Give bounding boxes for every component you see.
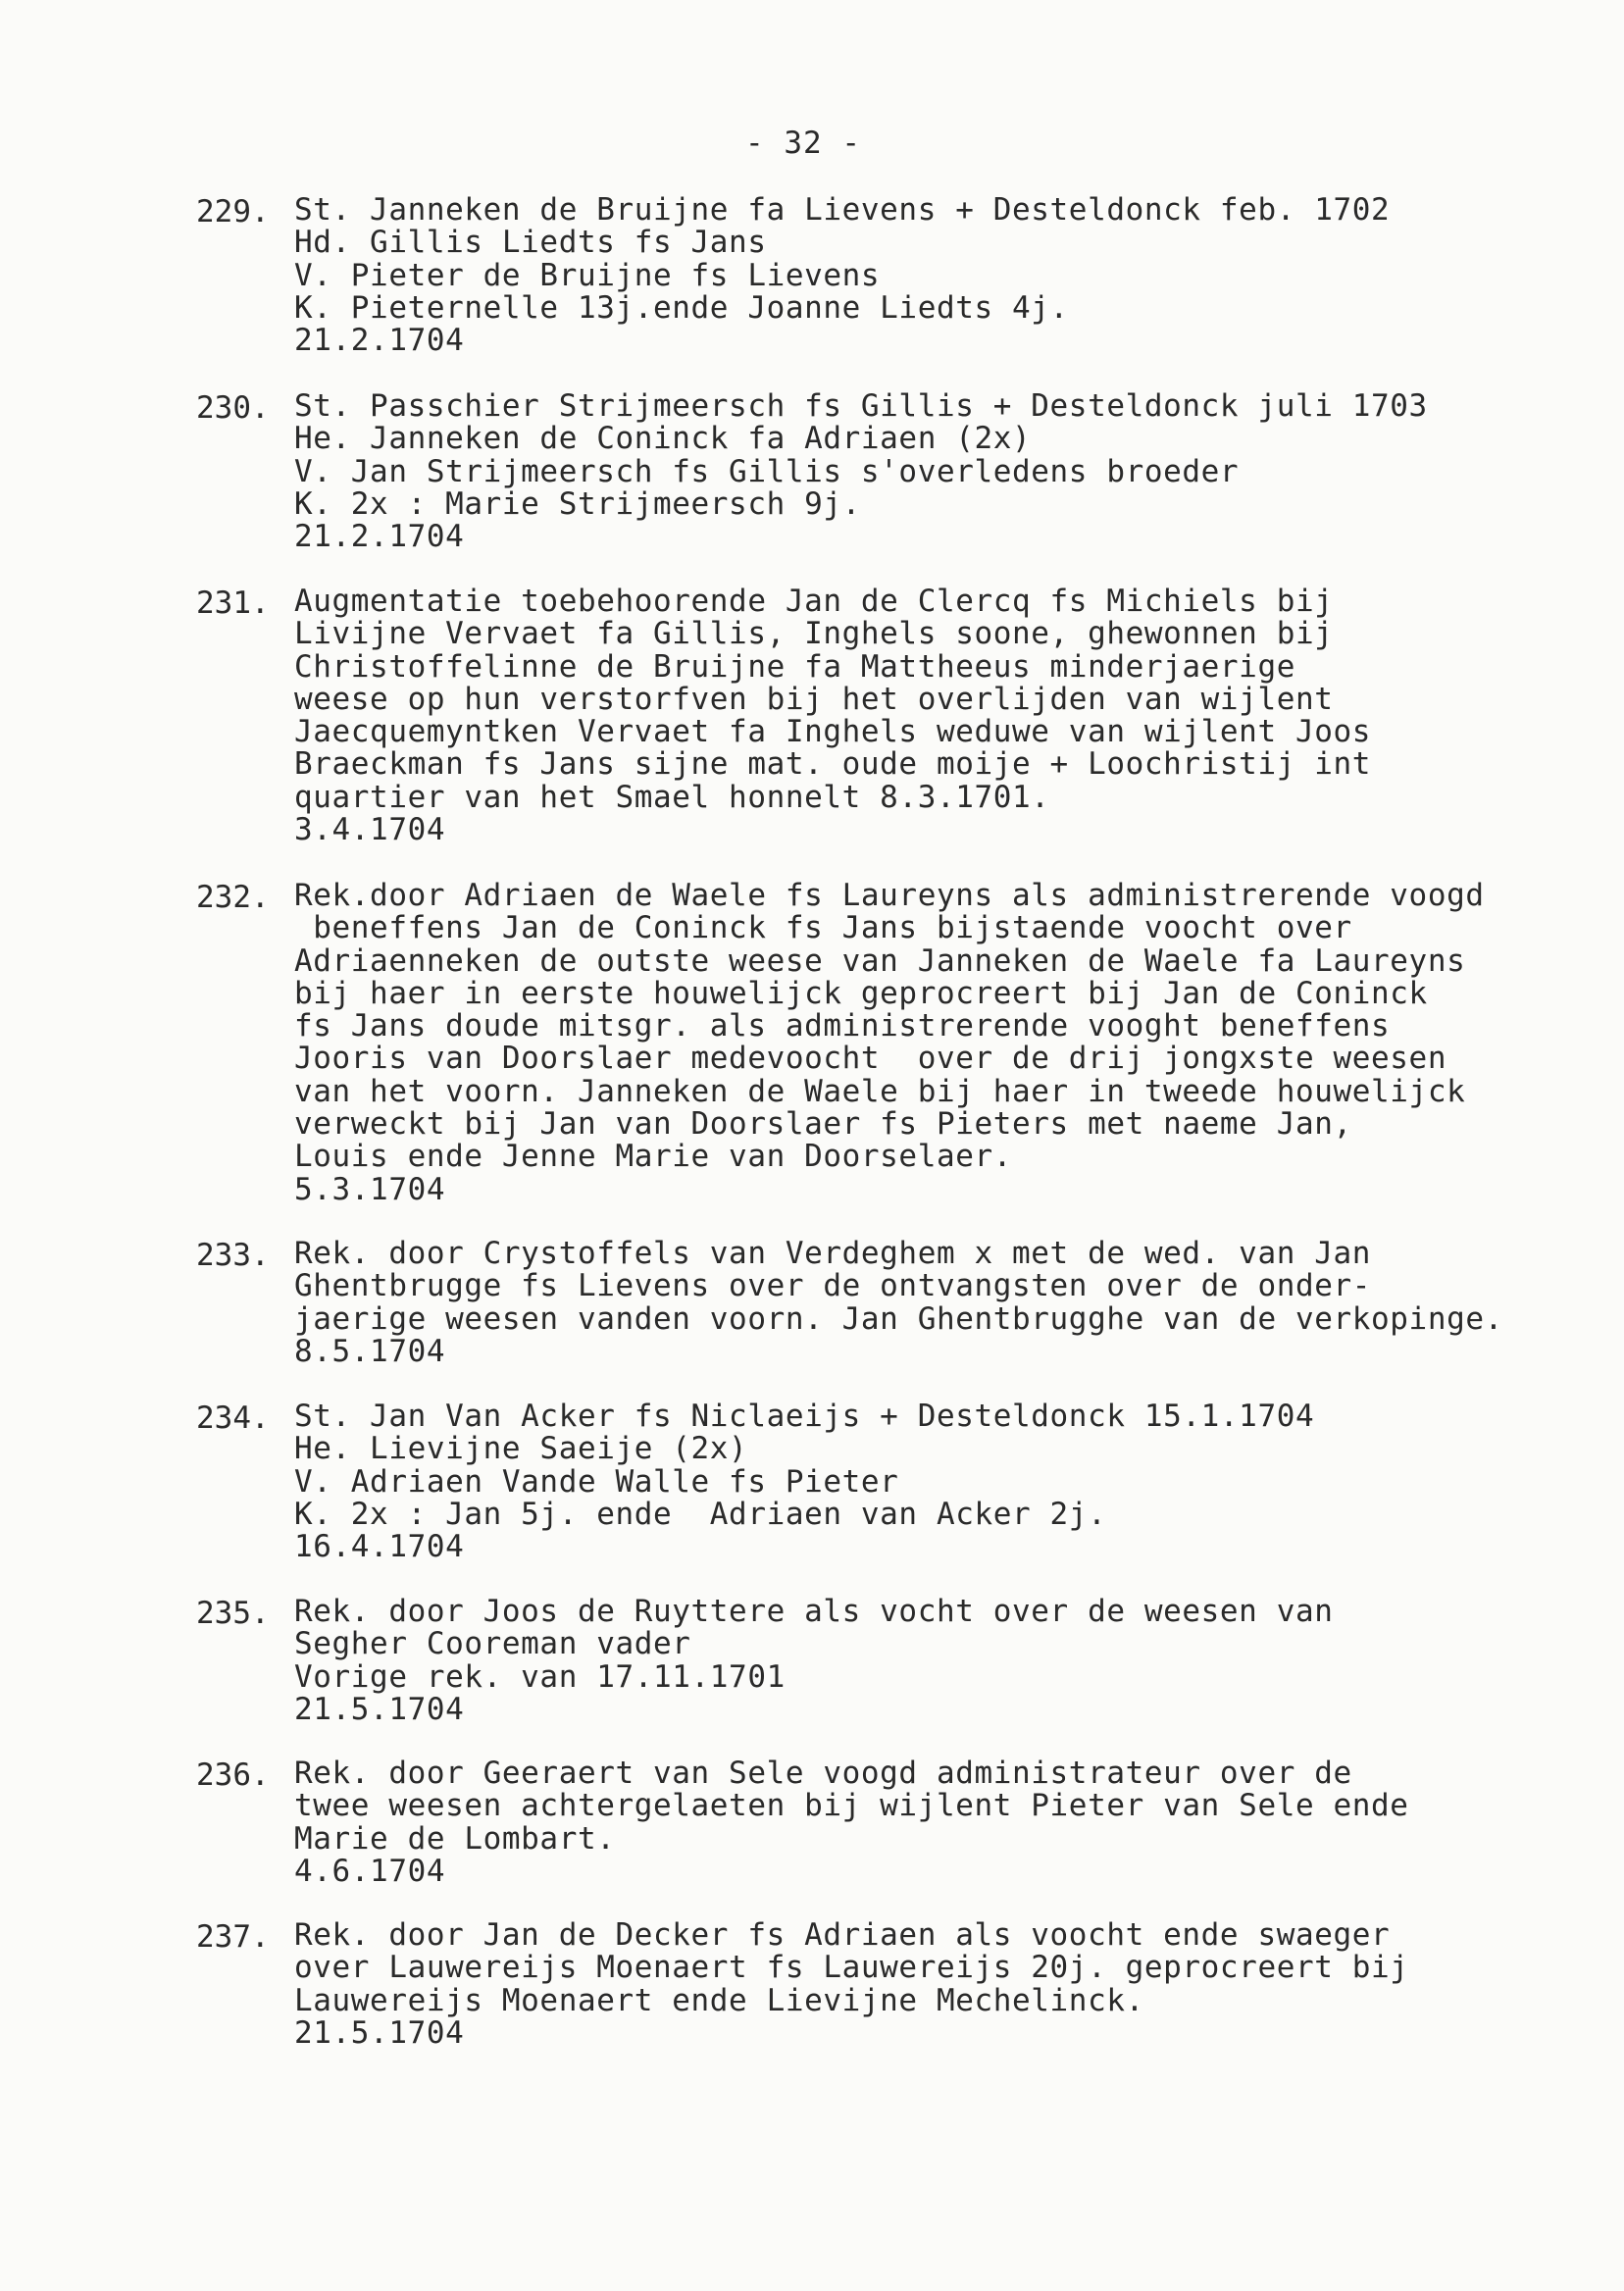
entry-text	[294, 585, 1371, 846]
page-number: - 32 -	[745, 126, 861, 161]
entry-text	[294, 1238, 1503, 1368]
entry-line: Segher Cooreman vader	[294, 1626, 691, 1662]
entry-line: Adriaenneken de outste weese van Janneken de Waele fa Laureyns	[294, 942, 1466, 979]
entry-line: Jooris van Doorslaer medevoocht over de drij jongxste weesen	[294, 1041, 1447, 1077]
entry-line: Livijne Vervaet fa Gillis, Inghels soone, ghewonnen bij	[294, 616, 1334, 652]
entry-line: V. Adriaen Vande Walle fs Pieter	[294, 1463, 899, 1500]
entry-number: 231.	[196, 585, 270, 621]
entry-line: jaerige weesen vanden voorn. Jan Ghentbrugghe van de verkopinge.	[294, 1300, 1503, 1337]
entry-line: St. Jan Van Acker fs Niclaeijs + Desteldonck 15.1.1704	[294, 1399, 1315, 1434]
entry-line: K. Pieternelle 13j.ende Joanne Liedts 4j.	[294, 289, 1069, 326]
entry-line: Marie de Lombart.	[294, 1820, 616, 1857]
entry-line: twee weesen achtergelaeten bij wijlent Pieter van Sele ende	[294, 1788, 1409, 1824]
entry-line: 21.2.1704	[294, 519, 465, 555]
entry-number: 232.	[196, 880, 270, 915]
entry-line: V. Jan Strijmeersch fs Gillis s'overledens broeder	[294, 453, 1240, 489]
entry-line: Rek. door Jan de Decker fs Adriaen als voocht ende swaeger	[294, 1917, 1391, 1953]
entry-line: V. Pieter de Bruijne fs Lievens	[294, 257, 881, 293]
entry-line: weese op hun verstorfven bij het overlijden van wijlent	[294, 681, 1334, 717]
entry-line: Rek. door Joos de Ruyttere als vocht over de weesen van	[294, 1594, 1334, 1629]
entry-line: K. 2x : Marie Strijmeersch 9j.	[294, 485, 861, 522]
entry-line: bij haer in eerste houwelijck geprocreert bij Jan de Coninck	[294, 975, 1428, 1011]
entry-text	[294, 1919, 1409, 2050]
entry-line: quartier van het Smael honnelt 8.3.1701.	[294, 779, 1050, 815]
entry-line: K. 2x : Jan 5j. ende Adriaen van Acker 2j.	[294, 1496, 1107, 1532]
entry-text	[294, 880, 1485, 1206]
entry-number: 237.	[196, 1919, 270, 1955]
entry-line: 21.5.1704	[294, 2014, 465, 2051]
entry-line: Hd. Gillis Liedts fs Jans	[294, 225, 767, 261]
entry-text	[294, 1596, 1334, 1726]
entry-line: 16.4.1704	[294, 1529, 465, 1565]
entry-line: Jaecquemyntken Vervaet fa Inghels weduwe van wijlent Joos	[294, 714, 1372, 750]
entry-text	[294, 1400, 1314, 1563]
entry-line: Ghentbrugge fs Lievens over de ontvangsten over de onder-	[294, 1268, 1372, 1304]
entry-line: Rek.door Adriaen de Waele fs Laureyns als administrerende voogd	[294, 878, 1485, 913]
entry-text	[294, 390, 1428, 553]
entry-line: Christoffelinne de Bruijne fa Mattheeus minderjaerige	[294, 648, 1295, 685]
entry-line: fs Jans doude mitsgr. als administrerende vooght beneffens	[294, 1008, 1391, 1044]
entry-number: 236.	[196, 1757, 270, 1793]
entry-number: 234.	[196, 1400, 270, 1436]
entry-line: Louis ende Jenne Marie van Doorselaer.	[294, 1139, 1013, 1175]
entry-text	[294, 194, 1390, 357]
entry-line: beneffens Jan de Coninck fs Jans bijstaende voocht over	[294, 910, 1352, 946]
entry-number: 235.	[196, 1596, 270, 1631]
entry-line: Vorige rek. van 17.11.1701	[294, 1658, 786, 1695]
entry-number: 233.	[196, 1238, 270, 1273]
entry-line: St. Passchier Strijmeersch fs Gillis + Desteldonck juli 1703	[294, 388, 1428, 424]
entry-line: St. Janneken de Bruijne fa Lievens + Desteldonck feb. 1702	[294, 192, 1391, 228]
entry-line: 3.4.1704	[294, 812, 446, 848]
entry-line: Braeckman fs Jans sijne mat. oude moije + Loochristij int	[294, 746, 1372, 783]
entry-line: Rek. door Geeraert van Sele voogd administrateur over de	[294, 1756, 1352, 1791]
entry-number: 230.	[196, 390, 270, 426]
entry-line: 5.3.1704	[294, 1171, 446, 1207]
entry-text	[294, 1757, 1409, 1888]
entry-line: Lauwereijs Moenaert ende Lievijne Mechelinck.	[294, 1982, 1144, 2018]
entry-line: Rek. door Crystoffels van Verdeghem x met de wed. van Jan	[294, 1236, 1372, 1271]
entry-line: over Lauwereijs Moenaert fs Lauwereijs 20j. geprocreert bij	[294, 1950, 1409, 1986]
entry-line: 21.5.1704	[294, 1691, 465, 1727]
entry-number: 229.	[196, 194, 270, 229]
entry-line: 21.2.1704	[294, 323, 465, 359]
entry-line: van het voorn. Janneken de Waele bij haer in tweede houwelijck	[294, 1073, 1466, 1109]
entry-line: He. Lievijne Saeije (2x)	[294, 1431, 748, 1467]
entry-line: Augmentatie toebehoorende Jan de Clercq fs Michiels bij	[294, 584, 1334, 619]
entry-line: He. Janneken de Coninck fa Adriaen (2x)	[294, 421, 1032, 457]
entry-line: 8.5.1704	[294, 1333, 446, 1369]
entry-line: verweckt bij Jan van Doorslaer fs Pieters met naeme Jan,	[294, 1106, 1352, 1143]
entry-line: 4.6.1704	[294, 1853, 446, 1889]
